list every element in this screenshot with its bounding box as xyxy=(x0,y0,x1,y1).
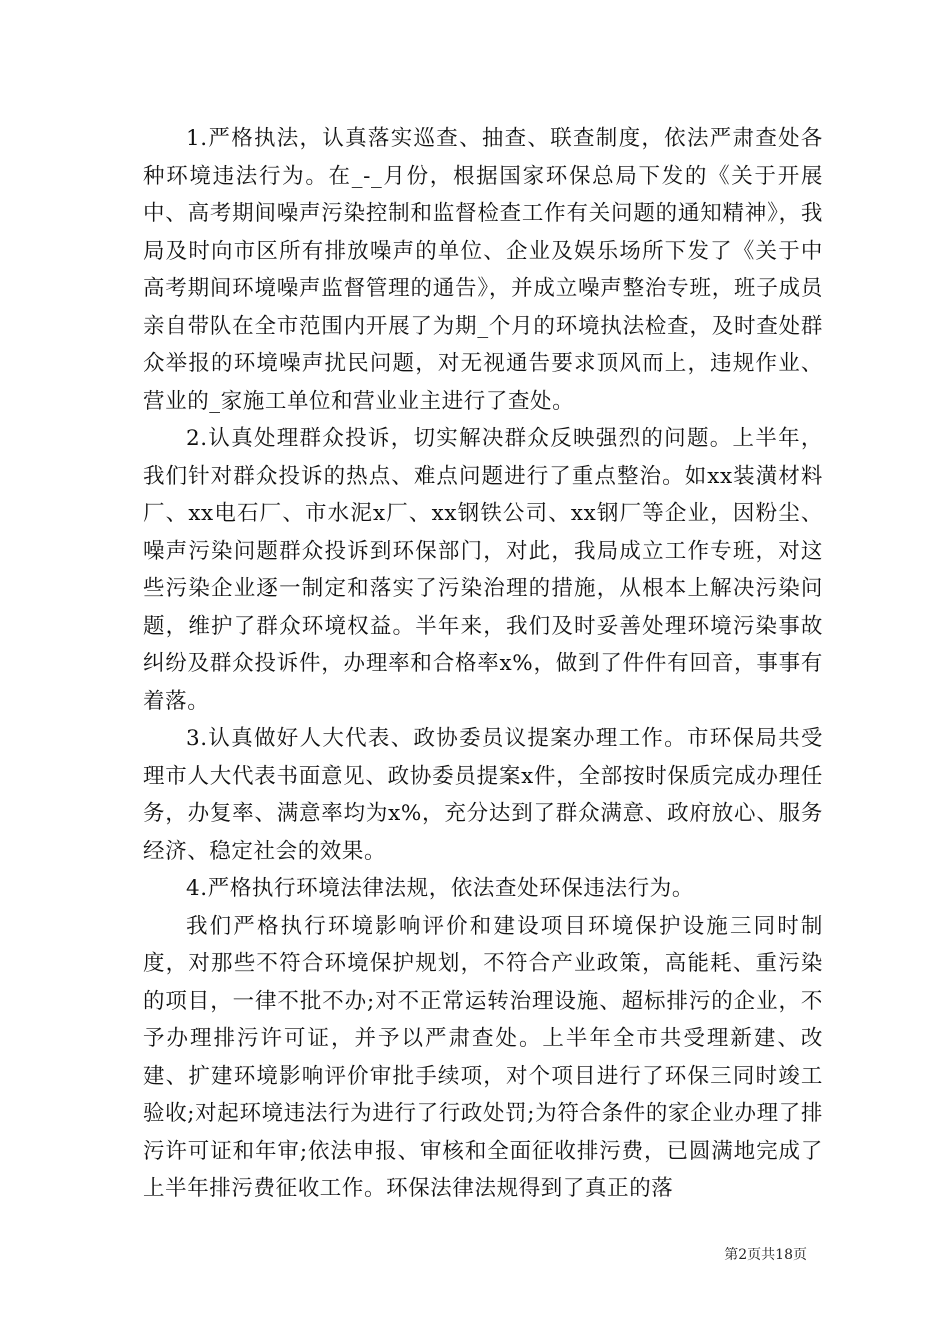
document-body xyxy=(143,120,823,1208)
paragraph-complaints: 2.认真处理群众投诉，切实解决群众反映强烈的问题。上半年，我们针对群众投诉的热点、难点问题进行了重点整治。如xx装潢材料厂、xx电石厂、市水泥x厂、xx钢铁公司、xx钢厂等企业，因粉尘、噪声污染问题群众投诉到环保部门，对此，我局成立工作专班，对这些污染企业逐一制定和落实了污染治理的措施，从根本上解决污染问题，维护了群众环境权益。半年来，我们及时妥善处理环境污染事故纠纷及群众投诉件，办理率和合格率x%，做到了件件有回音，事事有着落。 xyxy=(143,426,823,714)
paragraph-law-heading: 4.严格执行环境法律法规，依法查处环保违法行为。 xyxy=(186,876,694,901)
paragraph-eia-system: 我们严格执行环境影响评价和建设项目环境保护设施三同时制度，对那些不符合环境保护规划，不符合产业政策，高能耗、重污染的项目，一律不批不办;对不正常运转治理设施、超标排污的企业，不予办理排污许可证，并予以严肃查处。上半年全市共受理新建、改建、扩建环境影响评价审批手续项，对个项目进行了环保三同时竣工验收;对起环境违法行为进行了行政处罚;为符合条件的家企业办理了排污许可证和年审;依法申报、审核和全面征收排污费，已圆满地完成了上半年排污费征收工作。环保法律法规得到了真正的落 xyxy=(143,913,823,1201)
paragraph-strict-enforcement: 1.严格执法，认真落实巡查、抽查、联查制度，依法严肃查处各种环境违法行为。在_-_月份，根据国家环保总局下发的《关于开展中、高考期间噪声污染控制和监督检查工作有关问题的通知精神》，我局及时向市区所有排放噪声的单位、企业及娱乐场所下发了《关于中高考期间环境噪声监督管理的通告》，并成立噪声整治专班，班子成员亲自带队在全市范围内开展了为期_个月的环境执法检查，及时查处群众举报的环境噪声扰民问题，对无视通告要求顶风而上，违规作业、营业的_家施工单位和营业业主进行了查处。 xyxy=(143,126,823,414)
page-number-footer: 第2页共18页 xyxy=(724,1247,807,1263)
paragraph-proposals: 3.认真做好人大代表、政协委员议提案办理工作。市环保局共受理市人大代表书面意见、政协委员提案x件，全部按时保质完成办理任务，办复率、满意率均为x%，充分达到了群众满意、政府放心、服务经济、稳定社会的效果。 xyxy=(143,726,823,864)
